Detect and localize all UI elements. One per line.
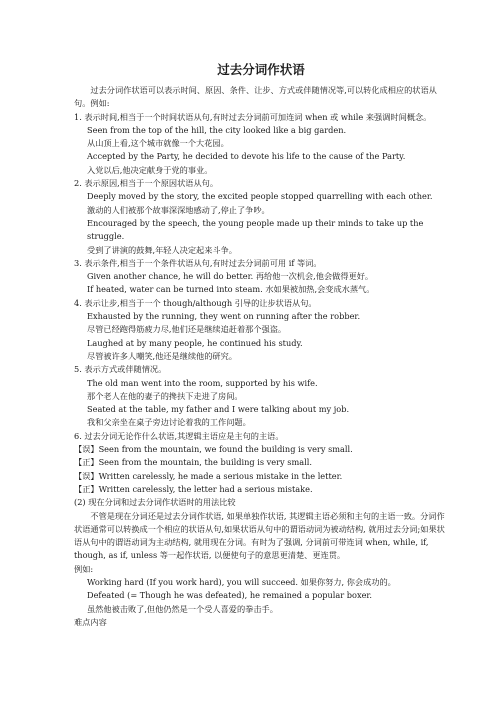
wrong-example: 【误】Written carelessly, he made a serious mistake in the letter. — [74, 470, 343, 481]
section-heading: 4. 表示让步,相当于一个 though/although 引导的让步状语从句。 — [74, 297, 317, 308]
example-line: 尽管已经跑得筋疲力尽,他们还是继续追赶着那个强盗。 — [87, 324, 287, 335]
example-line: 尽管被许多人嘲笑,他还是继续他的研究。 — [87, 350, 237, 361]
example-line: 从山顶上看,这个城市就像一个大花园。 — [87, 138, 229, 149]
example-line: Deeply moved by the story, the excited people stopped quarrelling with each other. — [87, 191, 433, 202]
example-line: Accepted by the Party, he decided to devote his life to the cause of the Party. — [87, 151, 406, 162]
example-line: Seated at the table, my father and I were talking about my job. — [87, 404, 350, 415]
example-line: Given another chance, he will do better. 再给他一次机会,他会做得更好。 — [87, 271, 374, 282]
wrong-example: 【误】Seen from the mountain, we found the building is very small. — [74, 444, 353, 455]
example-line: 入党以后,他决定献身于党的事业。 — [87, 164, 213, 175]
footer-heading: 难点内容 — [74, 616, 107, 627]
intro-paragraph: 过去分词作状语可以表示时间、原因、条件、让步、方式或伴随情况等,可以转化成相应的状语从句。例如: — [74, 85, 437, 109]
example-line: Working hard (If you work hard), you will succeed. 如果你努力, 你会成功的。 — [87, 576, 396, 587]
example-line: 激动的人们被那个故事深深地感动了,停止了争吵。 — [87, 204, 270, 215]
section-heading: 3. 表示条件,相当于一个条件状语从句,有时过去分词前可用 if 等词。 — [74, 257, 322, 268]
section-heading: 2. 表示原因,相当于一个原因状语从句。 — [74, 178, 219, 189]
page-title: 过去分词作状语 — [217, 62, 305, 77]
correct-example: 【正】Written carelessly, the letter had a serious mistake. — [74, 483, 313, 494]
example-line: Seen from the top of the hill, the city looked like a big garden. — [87, 124, 347, 135]
example-line: 那个老人在他的妻子的搀扶下走进了房间。 — [87, 390, 243, 401]
example-label: 例如: — [74, 563, 94, 574]
example-line: 我和父亲坐在桌子旁边讨论着我的工作问题。 — [87, 417, 251, 428]
example-line: The old man went into the room, supported by his wife. — [87, 377, 318, 388]
compare-paragraph: 不管是现在分词还是过去分词作状语, 如果单独作状语, 其逻辑主语必须和主句的主语一致。分词作状语通常可以转换成一个相应的状语从句,如果状语从句中的谓语动词为被动结构, 就用过去分词;如果状语从句中的谓语动词为主动结构, 就用现在分词。有时为了强调, 分词前可带连词 when, while, if, though, as if, unless 等一起作状语, 以便使句子的意思更清楚、更连贯。 — [74, 510, 445, 561]
section-heading: (2) 现在分词和过去分词作状语时的用法比较 — [74, 497, 236, 508]
example-line: Laughed at by many people, he continued his study. — [87, 337, 303, 348]
example-line: Encouraged by the speech, the young people made up their minds to take up the struggle. — [87, 217, 424, 242]
section-heading: 1. 表示时间,相当于一个时间状语从句,有时过去分词前可加连词 when 或 while 来强调时间概念。 — [74, 111, 432, 122]
example-line: Defeated (= Though he was defeated), he remained a popular boxer. — [87, 590, 373, 601]
example-line: 受到了讲演的鼓舞,年轻人决定起来斗争。 — [87, 244, 237, 255]
section-heading: 5. 表示方式或伴随情况。 — [74, 364, 167, 375]
example-line: Exhausted by the running, they went on running after the robber. — [87, 311, 361, 322]
example-line: 虽然他被击败了,但他仍然是一个受人喜爱的拳击手。 — [87, 603, 278, 614]
section-heading: 6. 过去分词无论作什么状语,其逻辑主语应是主句的主语。 — [74, 430, 284, 441]
correct-example: 【正】Seen from the mountain, the building is very small. — [74, 457, 312, 468]
example-line: If heated, water can be turned into steam. 水如果被加热,会变成水蒸气。 — [87, 284, 375, 295]
